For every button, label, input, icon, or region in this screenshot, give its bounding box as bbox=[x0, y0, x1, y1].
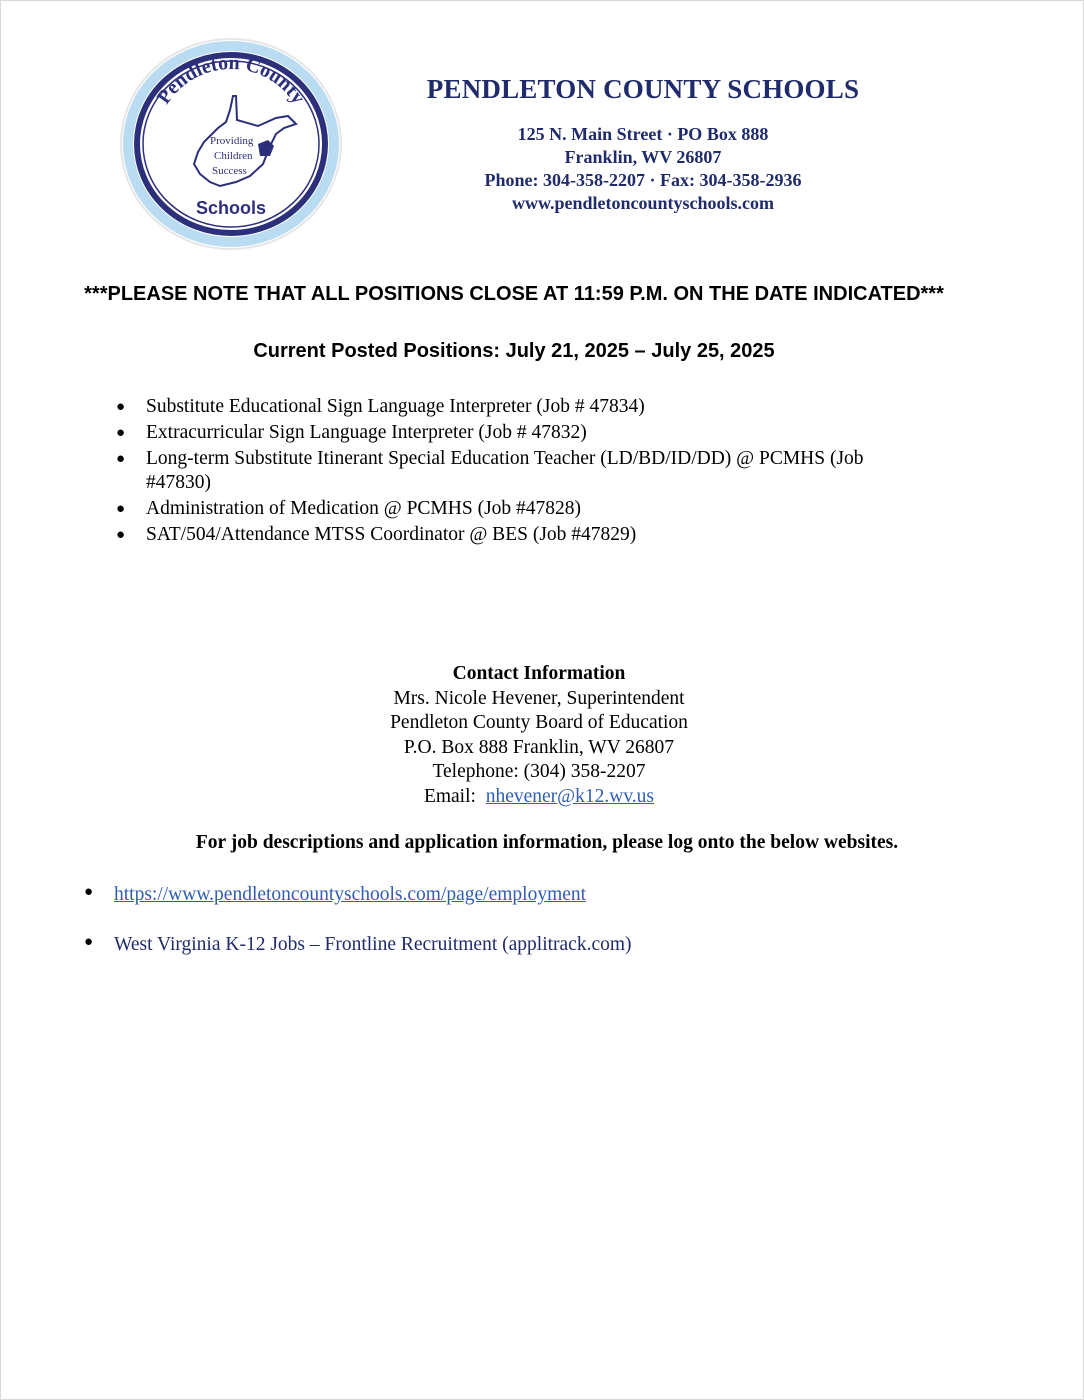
bullet-icon: ● bbox=[84, 884, 94, 900]
position-text: Administration of Medication @ PCMHS (Job #47828) bbox=[146, 498, 582, 519]
positions-list bbox=[110, 395, 910, 549]
contact-name: Mrs. Nicole Hevener, Superintendent bbox=[393, 687, 685, 709]
contact-block bbox=[300, 662, 778, 809]
closing-notice: ***PLEASE NOTE THAT ALL POSITIONS CLOSE AT 11:59 P.M. ON THE DATE INDICATED*** bbox=[84, 283, 944, 305]
list-item bbox=[110, 523, 910, 547]
contact-telephone: Telephone: (304) 358-2207 bbox=[432, 761, 646, 782]
contact-email-row bbox=[300, 785, 778, 810]
logo-tagline-2: Children bbox=[214, 150, 253, 162]
logo-top-text: Pendleton County bbox=[152, 51, 310, 109]
posted-positions-heading: Current Posted Positions: July 21, 2025 – July 25, 2025 bbox=[253, 340, 775, 362]
applitrack-link[interactable]: West Virginia K-12 Jobs – Frontline Recruitment (applitrack.com) bbox=[114, 934, 632, 955]
list-item bbox=[78, 934, 878, 984]
list-item bbox=[110, 447, 896, 495]
position-text: SAT/504/Attendance MTSS Coordinator @ BES (Job #47829) bbox=[146, 524, 637, 545]
websites-list bbox=[78, 884, 878, 984]
bullet-icon: ● bbox=[116, 501, 126, 517]
list-item bbox=[110, 497, 910, 521]
logo-tagline-3: Success bbox=[212, 165, 247, 177]
bullet-icon: ● bbox=[116, 399, 126, 415]
bullet-icon: ● bbox=[116, 451, 126, 467]
email-label: Email: bbox=[423, 785, 476, 807]
logo-bottom-text: Schools bbox=[195, 198, 267, 218]
employment-page-link[interactable]: https://www.pendletoncountyschools.com/page/employment bbox=[114, 884, 587, 905]
address-line: 125 N. Main Street · PO Box 888 bbox=[517, 124, 769, 144]
list-item bbox=[110, 395, 910, 419]
position-text: Extracurricular Sign Language Interpreter (Job # 47832) bbox=[146, 422, 587, 443]
position-text: Long-term Substitute Itinerant Special Education Teacher (LD/BD/ID/DD) @ PCMHS (Job #47830) bbox=[146, 448, 864, 493]
bullet-icon: ● bbox=[84, 934, 94, 950]
contact-org: Pendleton County Board of Education bbox=[390, 712, 688, 733]
district-logo bbox=[118, 36, 344, 252]
website-line: www.pendletoncountyschools.com bbox=[511, 193, 775, 213]
contact-address: P.O. Box 888 Franklin, WV 26807 bbox=[403, 736, 675, 758]
bullet-icon: ● bbox=[116, 425, 126, 441]
contact-heading: Contact Information bbox=[452, 663, 626, 684]
bullet-icon: ● bbox=[116, 527, 126, 543]
list-item bbox=[110, 421, 910, 445]
logo-tagline-1: Providing bbox=[210, 135, 254, 147]
phone-fax-line: Phone: 304-358-2207 · Fax: 304-358-2936 bbox=[484, 170, 802, 190]
city-line: Franklin, WV 26807 bbox=[564, 147, 722, 167]
job-info-text: For job descriptions and application information, please log onto the below websites. bbox=[195, 832, 899, 853]
district-title: PENDLETON COUNTY SCHOOLS bbox=[426, 74, 860, 104]
position-text: Substitute Educational Sign Language Interpreter (Job # 47834) bbox=[146, 396, 645, 417]
email-link[interactable]: nhevener@k12.wv.us bbox=[485, 785, 655, 807]
letterhead bbox=[380, 74, 906, 215]
list-item bbox=[78, 884, 878, 934]
